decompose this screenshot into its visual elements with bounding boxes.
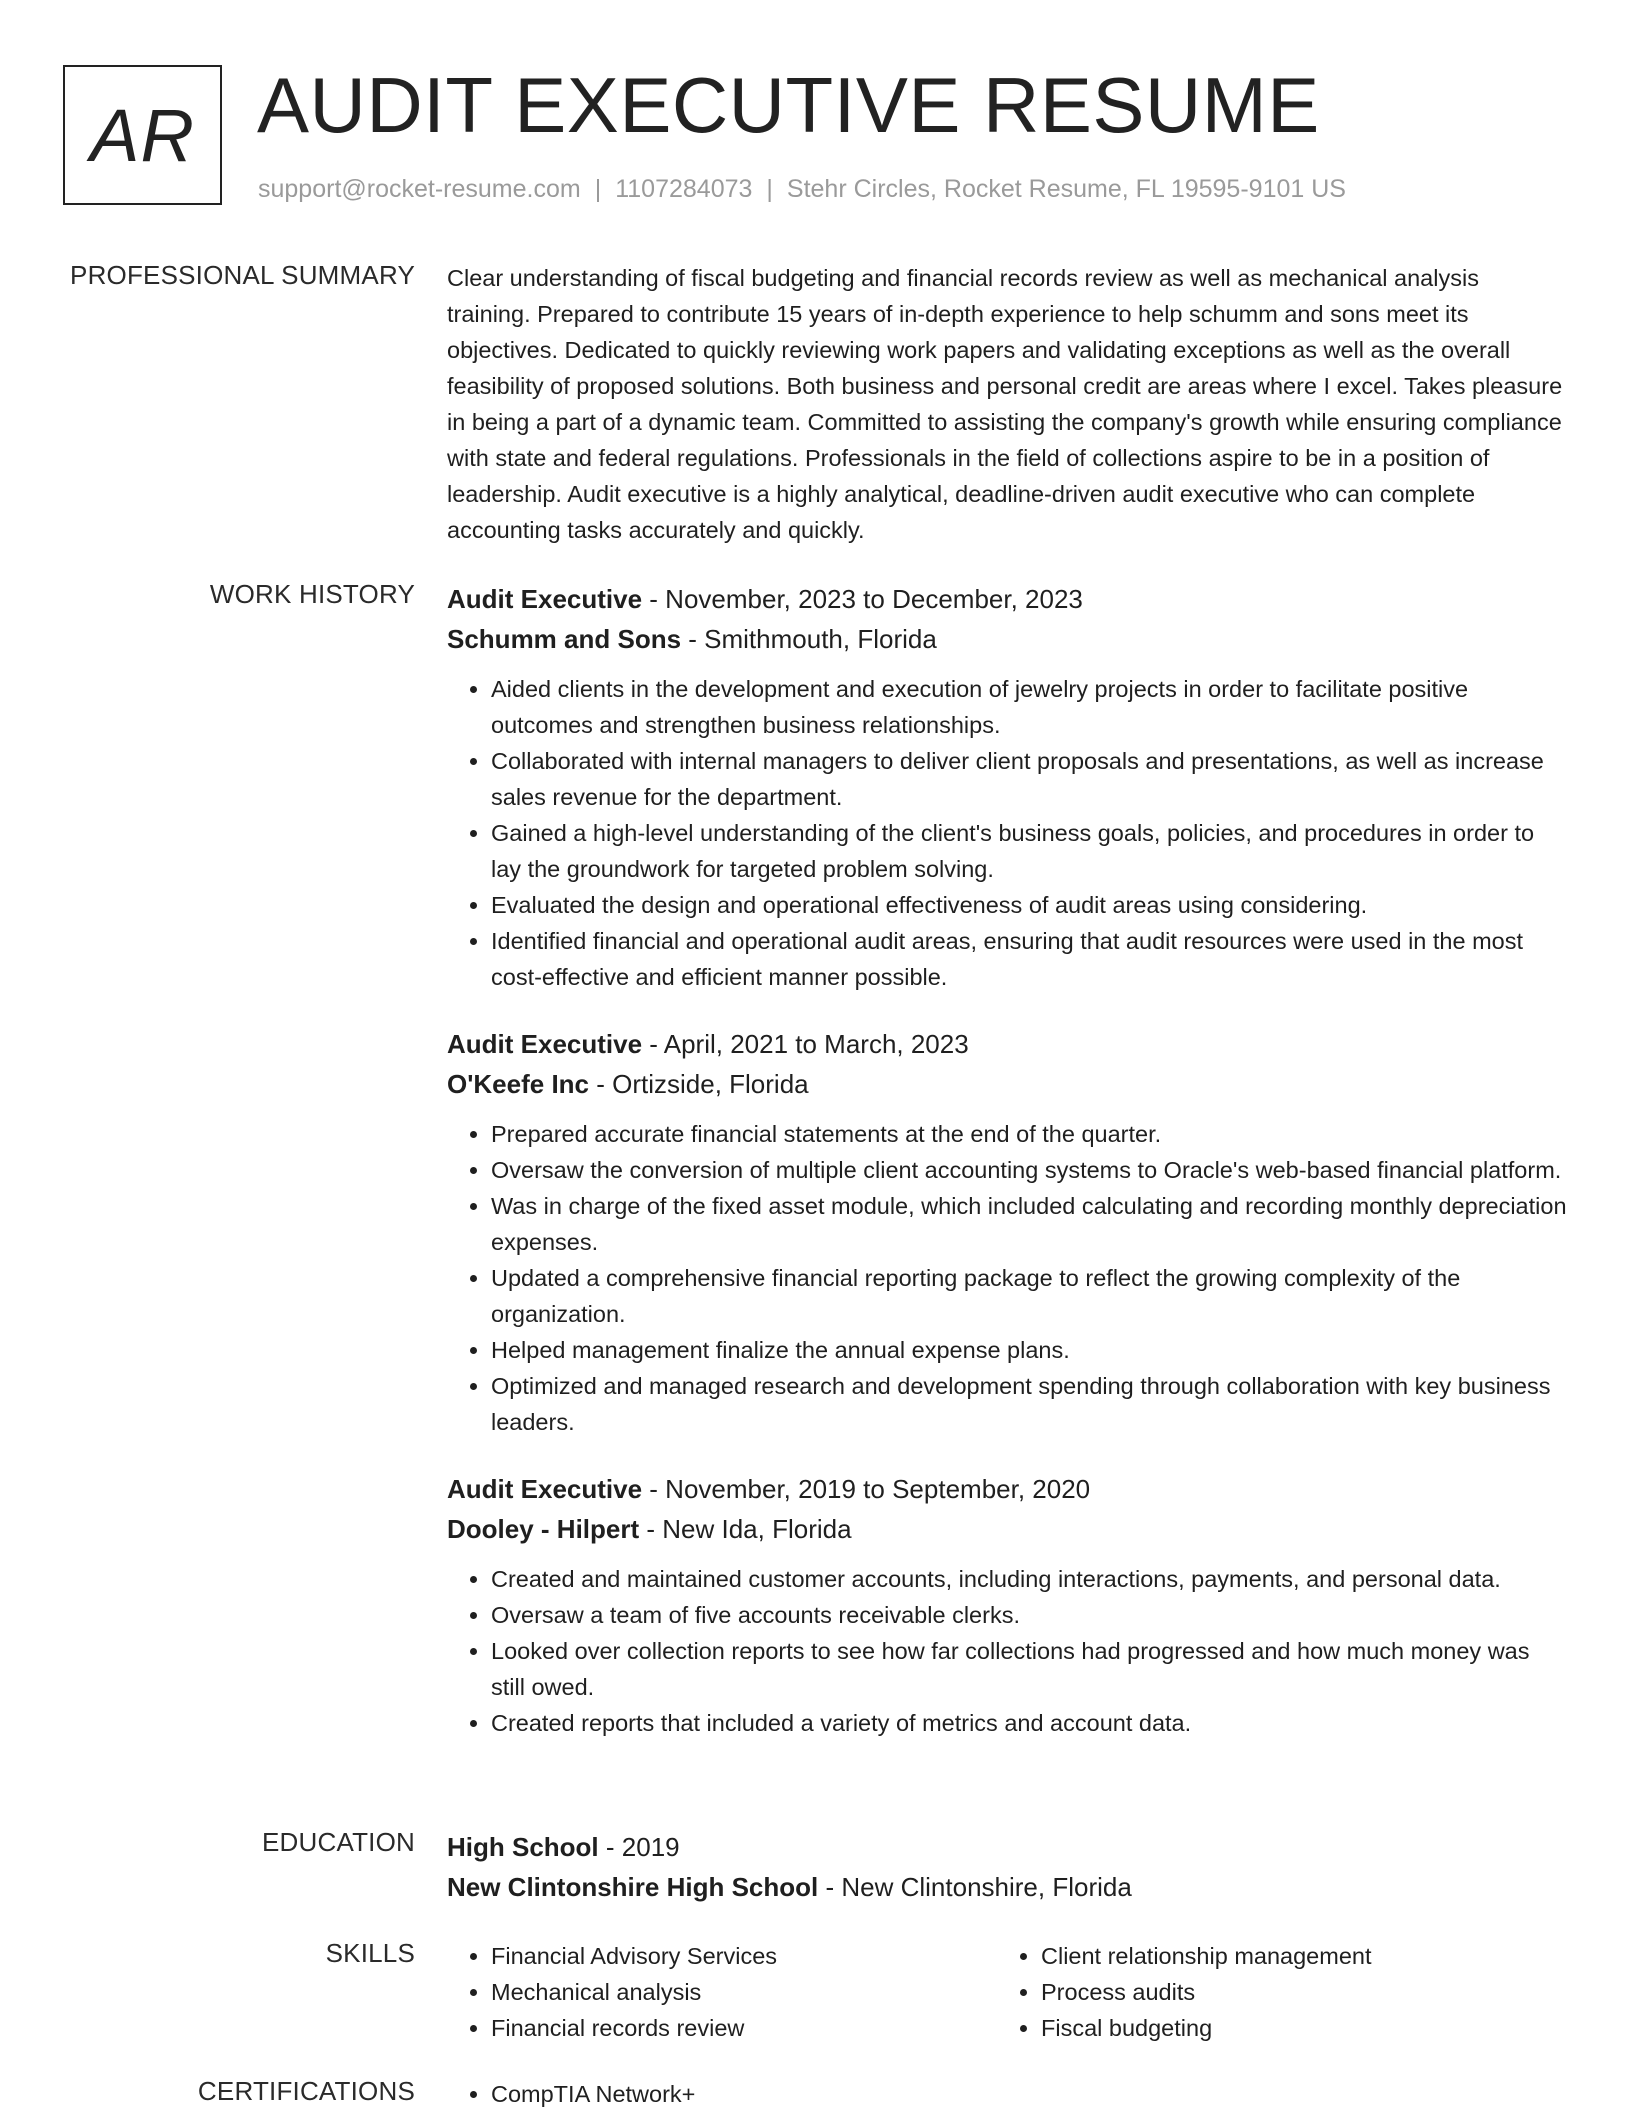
job-bullet: • Evaluated the design and operational effectiveness of audit areas using considering. — [491, 887, 1567, 923]
job-bullets — [447, 671, 1567, 995]
job-bullet: • Optimized and managed research and development spending through collaboration with key business leaders. — [491, 1368, 1567, 1440]
monogram-logo: AR — [63, 65, 222, 205]
job-entry — [447, 579, 1567, 995]
contact-separator: | — [766, 175, 773, 203]
certifications-body — [447, 2076, 1567, 2112]
skills-column-right — [997, 1938, 1547, 2046]
job-bullet: • Collaborated with internal managers to deliver client proposals and presentations, as well as increase sales revenue for the department. — [491, 743, 1567, 815]
job-bullet: • Oversaw a team of five accounts receivable clerks. — [491, 1597, 1567, 1633]
skill-item: • Financial records review — [491, 2010, 997, 2046]
contact-separator: | — [594, 175, 602, 203]
job-company: Dooley - Hilpert — [447, 1514, 640, 1544]
summary-body — [447, 260, 1567, 548]
job-bullet: • Prepared accurate financial statements at the end of the quarter. — [491, 1116, 1567, 1152]
education-location: - New Clintonshire, Florida — [818, 1872, 1132, 1902]
job-location: - New Ida, Florida — [639, 1514, 852, 1544]
contact-phone: 1107284073 — [615, 175, 753, 203]
job-bullet: • Oversaw the conversion of multiple client accounting systems to Oracle's web-based financial platform. — [491, 1152, 1567, 1188]
job-bullet: • Looked over collection reports to see how far collections had progressed and how much money was still owed. — [491, 1633, 1567, 1705]
resume-header — [63, 61, 1563, 215]
job-bullets — [447, 1116, 1567, 1440]
job-company-line — [447, 1064, 1567, 1104]
job-bullet: • Aided clients in the development and execution of jewelry projects in order to facilitate positive outcomes and strengthen business relationships. — [491, 671, 1567, 743]
job-company-line — [447, 619, 1567, 659]
skill-item: • Mechanical analysis — [491, 1974, 997, 2010]
job-location: - Ortizside, Florida — [589, 1069, 809, 1099]
job-bullet: • Gained a high-level understanding of the client's business goals, policies, and procedures in order to lay the groundwork for targeted problem solving. — [491, 815, 1567, 887]
skill-item: • Financial Advisory Services — [491, 1938, 997, 1974]
job-bullet: • Helped management finalize the annual expense plans. — [491, 1332, 1567, 1368]
job-bullet: • Updated a comprehensive financial reporting package to reflect the growing complexity of the organization. — [491, 1260, 1567, 1332]
job-title: Audit Executive — [447, 584, 643, 614]
job-title-line — [447, 1469, 1567, 1509]
skills-column-left — [447, 1938, 997, 2046]
contact-address: Stehr Circles, Rocket Resume, FL 19595-9101 US — [786, 175, 1346, 203]
education-body — [447, 1827, 1567, 1907]
job-company: O'Keefe Inc — [447, 1069, 590, 1099]
resume-title: AUDIT EXECUTIVE RESUME — [257, 61, 1320, 149]
job-entry — [447, 1024, 1567, 1440]
job-bullets — [447, 1561, 1567, 1741]
job-bullet: • Was in charge of the fixed asset module, which included calculating and recording monthly depreciation expenses. — [491, 1188, 1567, 1260]
job-title-line — [447, 1024, 1567, 1064]
education-school: New Clintonshire High School — [447, 1872, 819, 1902]
skill-item: • Client relationship management — [1041, 1938, 1547, 1974]
job-title: Audit Executive — [447, 1029, 643, 1059]
job-entry — [447, 1469, 1567, 1741]
job-dates: - November, 2023 to December, 2023 — [642, 584, 1083, 614]
skills-body — [447, 1938, 1567, 2046]
certification-item: • CompTIA Network+ — [491, 2076, 1567, 2112]
job-bullet: • Created and maintained customer accounts, including interactions, payments, and personal data. — [491, 1561, 1567, 1597]
job-company: Schumm and Sons — [447, 624, 682, 654]
summary-text: Clear understanding of fiscal budgeting and financial records review as well as mechanical analysis training. Prepared to contribute 15 years of in-depth experience to help schumm and sons meet its objectives. Dedicated to quickly reviewing work papers and validating exceptions as well as the overall feasibility of proposed solutions. Both business and personal credit are areas where I excel. Takes pleasure in being a part of a dynamic team. Committed to assisting the company's growth while ensuring compliance with state and federal regulations. Professionals in the field of collections aspire to be in a position of leadership. Audit executive is a highly analytical, deadline-driven audit executive who can complete accounting tasks accurately and quickly. — [447, 265, 1563, 543]
job-title-line — [447, 579, 1567, 619]
section-label-skills: SKILLS — [325, 1938, 415, 1968]
certifications-list — [447, 2076, 1567, 2112]
job-location: - Smithmouth, Florida — [681, 624, 937, 654]
education-degree-line — [447, 1827, 1567, 1867]
contact-line — [258, 175, 1346, 204]
work-history-body — [447, 579, 1567, 1741]
education-degree: High School — [447, 1832, 599, 1862]
education-year: - 2019 — [598, 1832, 680, 1862]
contact-email: support@rocket-resume.com — [258, 175, 581, 203]
skill-item: • Fiscal budgeting — [1041, 2010, 1547, 2046]
job-bullet: • Created reports that included a variety of metrics and account data. — [491, 1705, 1567, 1741]
section-label-summary: PROFESSIONAL SUMMARY — [70, 260, 415, 290]
job-title: Audit Executive — [447, 1474, 643, 1504]
education-school-line — [447, 1867, 1567, 1907]
job-dates: - November, 2019 to September, 2020 — [642, 1474, 1091, 1504]
job-dates: - April, 2021 to March, 2023 — [642, 1029, 969, 1059]
job-company-line — [447, 1509, 1567, 1549]
section-label-certifications: CERTIFICATIONS — [197, 2076, 415, 2106]
section-label-work-history: WORK HISTORY — [209, 579, 415, 609]
section-label-education: EDUCATION — [262, 1827, 415, 1857]
skill-item: • Process audits — [1041, 1974, 1547, 2010]
job-bullet: • Identified financial and operational audit areas, ensuring that audit resources were used in the most cost-effective and efficient manner possible. — [491, 923, 1567, 995]
